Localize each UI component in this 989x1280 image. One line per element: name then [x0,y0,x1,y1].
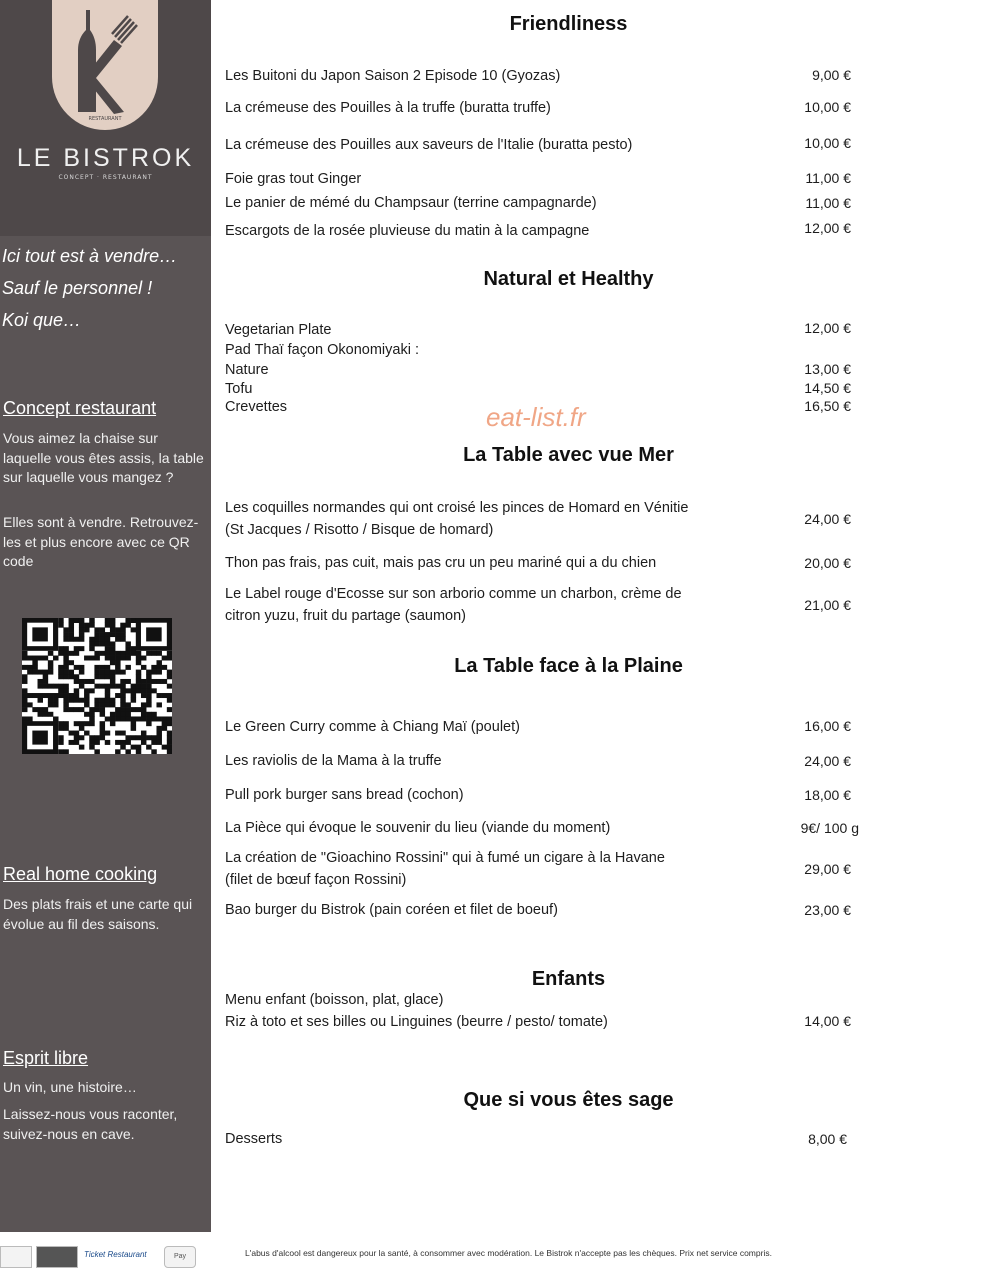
menu-item: Les Buitoni du Japon Saison 2 Episode 10 (Gyozas) [225,68,561,84]
menu-price: 12,00 € [804,320,851,336]
menu-price: 9€/ 100 g [800,820,859,836]
esprit-text: Un vin, une histoire… [3,1079,137,1095]
apple-pay-icon: Pay [164,1246,196,1268]
footer-disclaimer: L'abus d'alcool est dangereux pour la santé, à consommer avec modération. Le Bistrok n'accepte pas les chèques. Prix net service compris. [245,1248,772,1258]
menu-price: 24,00 € [804,753,851,769]
menu-price: 11,00 € [805,170,851,186]
tagline-2: Sauf le personnel ! [2,278,153,298]
brand-subtitle: CONCEPT · RESTAURANT [58,174,153,181]
menu-item: Menu enfant (boisson, plat, glace) [225,992,444,1008]
menu-item: Nature [225,362,269,378]
logo [52,0,158,130]
menu-item: Crevettes [225,399,288,415]
menu-price: 16,50 € [804,398,851,414]
menu-item: Les coquilles normandes qui ont croisé les pinces de Homard en Vénitie [225,500,689,516]
section-title-natural: Natural et Healthy [483,268,654,290]
menu-price: 23,00 € [804,902,851,918]
section-title-sage: Que si vous êtes sage [463,1089,674,1111]
menu-price: 14,00 € [804,1013,851,1029]
menu-item: Le panier de mémé du Champsaur (terrine campagnarde) [225,195,597,211]
section-title-enfants: Enfants [531,968,606,990]
menu-item: Foie gras tout Ginger [225,171,362,187]
menu-item: Escargots de la rosée pluvieuse du matin à la campagne [225,223,590,239]
menu-price: 20,00 € [804,555,851,571]
ticket-restaurant-logo: Ticket Restaurant [84,1250,147,1259]
menu-item: Tofu [225,381,253,397]
menu-item: Le Green Curry comme à Chiang Maï (poulet) [225,719,520,735]
menu-item-line2: (filet de bœuf façon Rossini) [225,872,407,888]
qr-code[interactable] [22,618,172,754]
menu-item: Thon pas frais, pas cuit, mais pas cru un peu mariné qui a du chien [225,555,657,571]
cooking-text: Des plats frais et une carte qui évolue au fil des saisons. [3,896,193,932]
card-icon [0,1246,32,1268]
menu-item: Les raviolis de la Mama à la truffe [225,753,442,769]
sidebar [0,0,211,1232]
menu-main [211,0,989,1232]
menu-price: 29,00 € [804,861,851,877]
menu-item: Pad Thaï façon Okonomiyaki : [225,342,419,358]
footer [0,1232,989,1280]
section-title-friendliness: Friendliness [509,13,628,35]
bottle-fork-logo-icon [52,0,158,130]
menu-item: Riz à toto et ses billes ou Linguines (beurre / pesto/ tomate) [225,1014,608,1030]
concept-text-2: Elles sont à vendre. Retrouvez-les et plus encore avec ce QR code [3,514,199,569]
tagline-3: Koi que… [2,310,82,330]
menu-price: 16,00 € [804,718,851,734]
menu-item: La crémeuse des Pouilles aux saveurs de l'Italie (buratta pesto) [225,137,633,153]
menu-item: La création de "Gioachino Rossini" qui à fumé un cigare à la Havane [225,850,665,866]
concept-heading[interactable]: Concept restaurant [3,398,157,418]
watermark: eat-list.fr [486,402,586,432]
section-title-plaine: La Table face à la Plaine [454,655,683,677]
menu-item: Pull pork burger sans bread (cochon) [225,787,464,803]
menu-price: 18,00 € [804,787,851,803]
brand-name: LE BISTROK [16,144,195,172]
cooking-heading[interactable]: Real home cooking [3,864,158,884]
section-title-mer: La Table avec vue Mer [463,444,674,466]
menu-item: Desserts [225,1131,283,1147]
menu-item-line2: citron yuzu, fruit du partage (saumon) [225,608,466,624]
menu-item: Le Label rouge d'Ecosse sur son arborio comme un charbon, crème de [225,586,682,602]
menu-price: 9,00 € [812,67,851,83]
menu-item-line2: (St Jacques / Risotto / Bisque de homard) [225,522,494,538]
qr-code-icon [22,618,172,754]
menu-price: 8,00 € [808,1131,847,1147]
menu-price: 21,00 € [804,597,851,613]
esprit-text-2: Laissez-nous vous raconter, suivez-nous en cave. [3,1106,178,1142]
card-icon [36,1246,78,1268]
menu-price: 14,50 € [804,380,851,396]
menu-item: Bao burger du Bistrok (pain coréen et filet de boeuf) [225,902,558,918]
tagline-1: Ici tout est à vendre… [2,246,178,266]
menu-item: La Pièce qui évoque le souvenir du lieu (viande du moment) [225,820,611,836]
menu-item: Vegetarian Plate [225,322,332,338]
menu-price: 13,00 € [804,361,851,377]
menu-price: 10,00 € [804,135,851,151]
menu-price: 24,00 € [804,511,851,527]
esprit-heading[interactable]: Esprit libre [3,1048,89,1068]
menu-price: 11,00 € [805,195,851,211]
menu-item: La crémeuse des Pouilles à la truffe (buratta truffe) [225,100,551,116]
menu-price: 10,00 € [804,99,851,115]
brand-panel [0,0,211,236]
svg-text:RESTAURANT: RESTAURANT [88,116,122,122]
concept-text: Vous aimez la chaise sur laquelle vous êtes assis, la table sur laquelle vous mangez ? [3,430,204,485]
menu-price: 12,00 € [804,220,851,236]
